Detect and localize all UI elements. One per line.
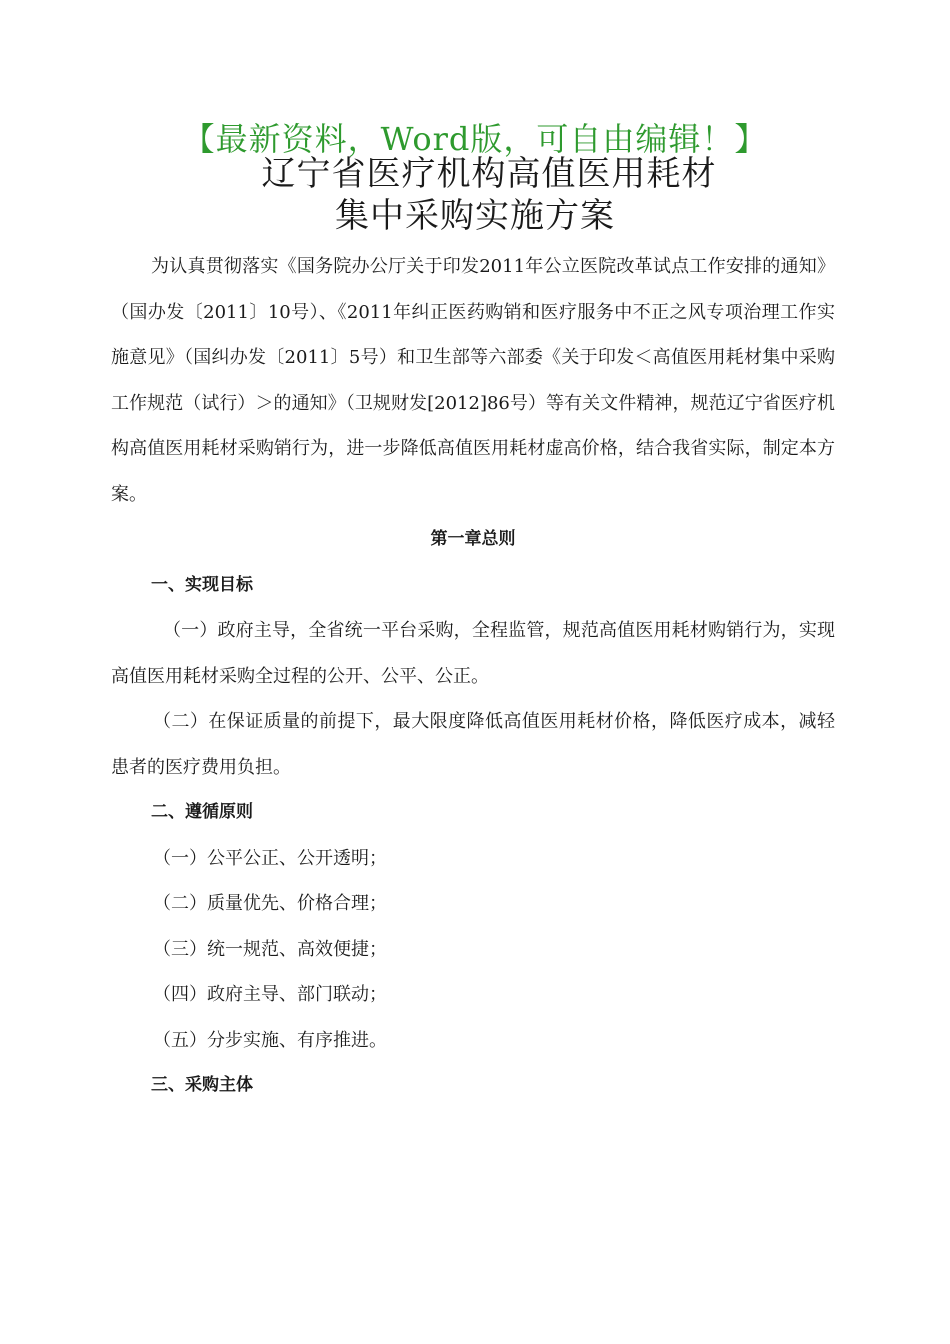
section-1-paragraph-2: （二）在保证质量的前提下，最大限度降低高值医用耗材价格，降低医疗成本，减轻患者的医疗费用负担。 bbox=[111, 711, 835, 778]
editable-banner: 【最新资料，Word版，可自由编辑！】 bbox=[182, 120, 768, 158]
principle-item-4: （四）政府主导、部门联动； bbox=[153, 984, 387, 1005]
principle-item-2: （二）质量优先、价格合理； bbox=[153, 893, 387, 914]
principle-item-3: （三）统一规范、高效便捷； bbox=[153, 938, 387, 960]
section-1-paragraph-1: （一）政府主导，全省统一平台采购，全程监管，规范高值医用耗材购销行为，实现高值医用耗材采购全过程的公开、公平、公正。 bbox=[111, 620, 835, 687]
section-2-heading: 二、遵循原则 bbox=[151, 802, 253, 822]
section-3-heading: 三、采购主体 bbox=[151, 1075, 253, 1095]
document-title-line-1: 辽宁省医疗机构高值医用耗材 bbox=[261, 154, 717, 194]
chapter-1-heading: 第一章总则 bbox=[430, 529, 516, 549]
section-1-heading: 一、实现目标 bbox=[151, 574, 253, 595]
intro-paragraph: 为认真贯彻落实《国务院办公厅关于印发2011年公立医院改革试点工作安排的通知》（国办发〔2011〕10号）、《2011年纠正医药购销和医疗服务中不正之风专项治理工作实施意见》（国纠办发〔2011〕5号）和卫生部等六部委《关于印发＜高值医用耗材集中采购工作规范（试行）＞的通知》（卫规财发[2012]86号）等有关文件精神，规范辽宁省医疗机构高值医用耗材采购销行为，进一步降低高值医用耗材虚高价格，结合我省实际，制定本方案。 bbox=[111, 256, 835, 505]
document-body bbox=[111, 244, 835, 1109]
principle-item-5: （五）分步实施、有序推进。 bbox=[153, 1029, 387, 1051]
document-title-line-2: 集中采购实施方案 bbox=[335, 196, 615, 236]
principle-item-1: （一）公平公正、公开透明； bbox=[153, 847, 387, 869]
